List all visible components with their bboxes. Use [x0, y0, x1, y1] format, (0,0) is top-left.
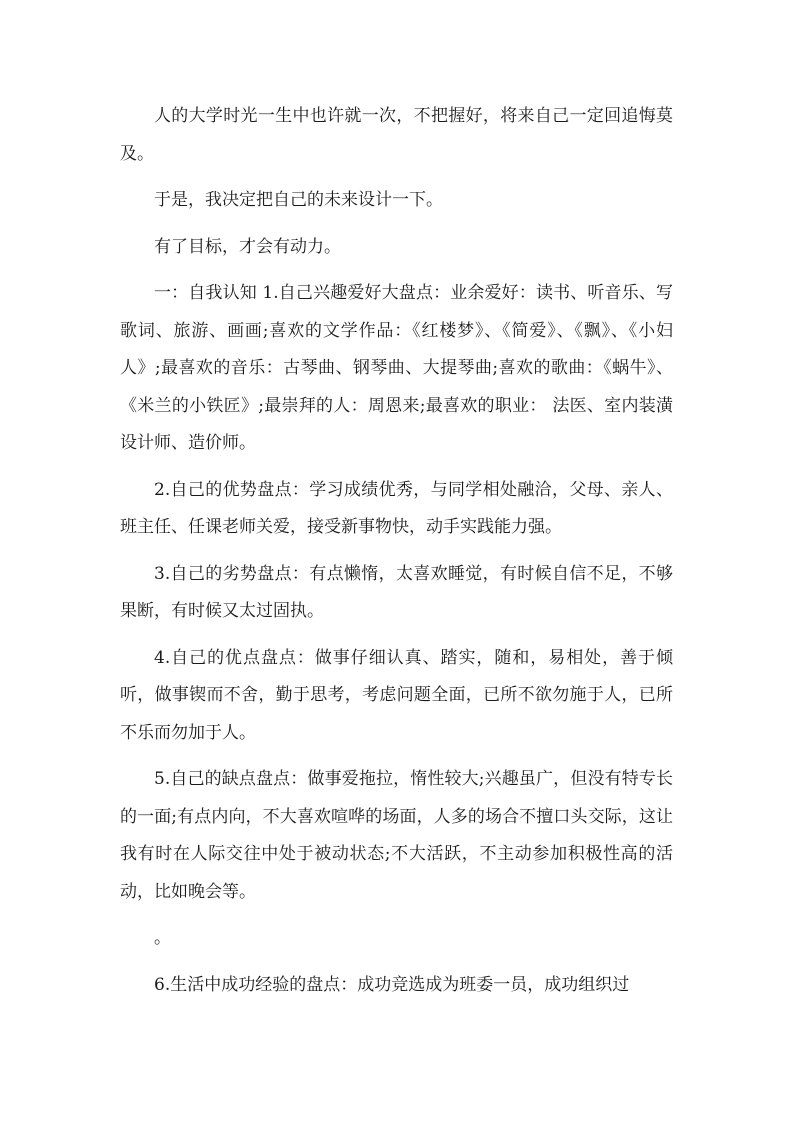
paragraph-3: 有了目标，才会有动力。 — [154, 236, 341, 257]
paragraph-10: 6.生活中成功经验的盘点：成功竞选成为班委一员，成功组织过 — [154, 974, 630, 995]
paragraph-9: 。 — [154, 928, 171, 948]
paragraph-5: 2.自己的优势盘点：学习成绩优秀，与同学相处融洽，父母、亲人、班主任、任课老师关爱，接受新事物快，动手实践能力强。 — [120, 479, 673, 537]
paragraph-2: 于是，我决定把自己的未来设计一下。 — [154, 190, 443, 210]
paragraph-1: 人的大学时光一生中也许就一次，不把握好，将来自己一定回追悔莫及。 — [120, 106, 673, 164]
paragraph-6: 3.自己的劣势盘点：有点懒惰，太喜欢睡觉，有时候自信不足，不够果断，有时候又太过固执。 — [120, 563, 673, 621]
document-body — [120, 98, 673, 1013]
paragraph-7: 4.自己的优点盘点：做事仔细认真、踏实，随和，易相处，善于倾听，做事锲而不舍，勤于思考，考虑问题全面，已所不欲勿施于人，已所不乐而勿加于人。 — [120, 647, 673, 743]
paragraph-8: 5.自己的缺点盘点：做事爱拖拉，惰性较大;兴趣虽广，但没有特专长的一面;有点内向，不大喜欢喧哗的场面，人多的场合不擅口头交际，这让我有时在人际交往中处于被动状态;不大活跃，不主动参加积极性高的活动，比如晚会等。 — [120, 769, 673, 902]
paragraph-4: 一：自我认知 1.自己兴趣爱好大盘点：业余爱好：读书、听音乐、写歌词、旅游、画画;喜欢的文学作品：《红楼梦》、《简爱》、《飘》、《小妇人》;最喜欢的音乐：古琴曲、钢琴曲、大提琴曲;喜欢的歌曲：《蜗牛》、《米兰的小铁匠》;最崇拜的人：周恩来;最喜欢的职业： 法医、室内装潢设计师、造价师。 — [120, 283, 673, 453]
